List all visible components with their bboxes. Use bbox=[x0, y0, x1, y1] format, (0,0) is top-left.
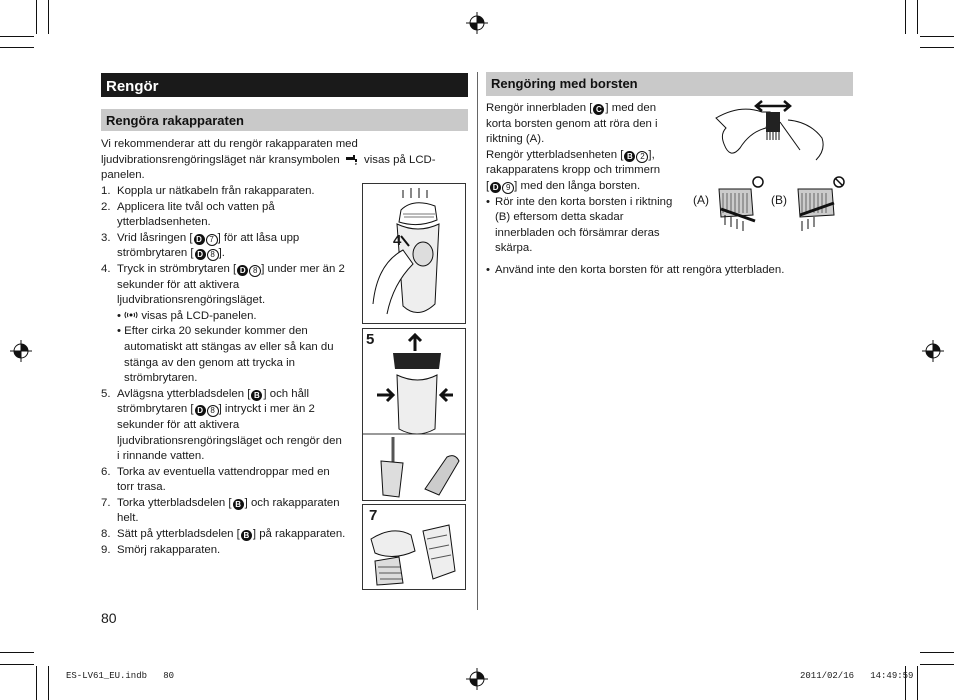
brush-wrong-direction-illustration bbox=[794, 175, 856, 233]
shaver-lock-illustration bbox=[363, 184, 465, 323]
crop-mark bbox=[0, 664, 34, 665]
step-text: ] och rakapparaten bbox=[244, 496, 340, 509]
list-item bbox=[101, 262, 361, 278]
bullet-text: stänga av den genom att trycka in bbox=[124, 356, 295, 369]
list-item bbox=[101, 543, 361, 559]
list-item bbox=[101, 496, 361, 512]
crop-mark bbox=[917, 666, 918, 700]
column-divider bbox=[477, 72, 478, 610]
intro-line bbox=[101, 153, 471, 169]
bullet-item: • visas på LCD-panelen. bbox=[117, 309, 257, 322]
intro-text: ljudvibrationsrengöringsläget när kransymbolen bbox=[101, 153, 340, 166]
crop-mark bbox=[0, 652, 34, 653]
intro-line: Vi rekommenderar att du rengör rakapparaten med bbox=[101, 138, 358, 150]
figure-number: 7 bbox=[369, 507, 378, 524]
crop-mark bbox=[920, 36, 954, 37]
shaver-drying-illustration bbox=[363, 505, 465, 589]
page-number: 80 bbox=[101, 610, 117, 626]
step-text: helt. bbox=[117, 512, 139, 525]
step-number: 6. bbox=[101, 465, 111, 478]
registration-mark-icon bbox=[466, 668, 488, 690]
step-text: Tryck in strömbrytaren [ bbox=[117, 262, 237, 275]
step-number: 4. bbox=[101, 262, 111, 275]
direction-label-b: (B) bbox=[771, 193, 787, 207]
ref-badge-d: D bbox=[194, 234, 205, 245]
faucet-icon bbox=[345, 153, 359, 165]
step-text: Torka ytterbladsdelen [ bbox=[117, 496, 232, 509]
para-text: korta borsten genom att röra den i bbox=[486, 117, 658, 130]
shaver-cleaning-illustration bbox=[363, 329, 465, 500]
step-number: 7. bbox=[101, 496, 111, 509]
crop-mark bbox=[920, 652, 954, 653]
figure-step-4 bbox=[362, 183, 466, 324]
brush-paragraph bbox=[486, 101, 686, 257]
crop-mark bbox=[36, 666, 37, 700]
step-line bbox=[101, 246, 361, 262]
figure-step-5 bbox=[362, 328, 466, 501]
ref-number: 2 bbox=[636, 151, 648, 163]
registration-mark-icon bbox=[922, 340, 944, 362]
crop-mark bbox=[48, 0, 49, 34]
ref-number: 8 bbox=[207, 249, 219, 261]
step-line bbox=[101, 402, 361, 418]
ref-badge-d: D bbox=[237, 265, 248, 276]
steps-list bbox=[101, 184, 361, 558]
footer-filename: ES-LV61_EU.indb 80 bbox=[66, 671, 175, 681]
step-text: ] och håll bbox=[263, 387, 309, 400]
crop-mark bbox=[0, 47, 34, 48]
step-text: ]. bbox=[218, 247, 225, 260]
step-text: sekunder för att aktivera bbox=[117, 418, 240, 431]
crop-mark bbox=[905, 0, 906, 34]
step-number: 8. bbox=[101, 528, 111, 541]
list-item bbox=[101, 387, 361, 403]
figure-step-7 bbox=[362, 504, 466, 590]
step-text: ] på rakapparaten. bbox=[252, 528, 346, 541]
step-text: ytterbladsenheten. bbox=[117, 216, 211, 229]
para-text: ] med den bbox=[605, 102, 657, 114]
step-text: torr trasa. bbox=[117, 481, 166, 494]
subsection-title-brush: Rengöring med borsten bbox=[486, 72, 853, 96]
footer-datetime: 2011/02/16 14:49:59 bbox=[800, 671, 914, 681]
crop-mark bbox=[36, 0, 37, 34]
ref-badge-b: B bbox=[233, 499, 244, 510]
bullet-text: innerbladen och försämrar deras bbox=[495, 226, 660, 239]
section-title: Rengör bbox=[101, 73, 468, 97]
step-text: strömbrytaren [ bbox=[117, 247, 194, 260]
bullet-item: • Använd inte den korta borsten för att rengöra ytterbladen. bbox=[486, 264, 785, 276]
ok-circle-icon bbox=[753, 177, 763, 187]
ref-badge-b: B bbox=[241, 530, 252, 541]
step-text: Koppla ur nätkabeln från rakapparaten. bbox=[117, 185, 315, 197]
para-line bbox=[486, 101, 686, 117]
sound-vibration-icon bbox=[124, 310, 138, 320]
ref-number: 8 bbox=[207, 405, 219, 417]
step-text: ] för att låsa upp bbox=[217, 231, 300, 244]
step-text: sekunder för att aktivera bbox=[117, 278, 240, 291]
step-text: Vrid låsringen [ bbox=[117, 231, 193, 244]
list-item bbox=[101, 200, 361, 216]
registration-mark-icon bbox=[10, 340, 32, 362]
step-text: strömbrytaren [ bbox=[117, 403, 194, 416]
step-text: Smörj rakapparaten. bbox=[117, 543, 221, 556]
step-number: 2. bbox=[101, 200, 111, 213]
ref-badge-c: C bbox=[593, 104, 604, 115]
ref-number: 8 bbox=[249, 265, 261, 277]
figure-number: 4 bbox=[393, 232, 402, 249]
subsection-title: Rengöra rakapparaten bbox=[101, 109, 468, 131]
crop-mark bbox=[920, 47, 954, 48]
para-text: riktning (A). bbox=[486, 133, 545, 146]
bullet-item: • Rör inte den korta borsten i riktning bbox=[486, 195, 673, 208]
para-text: rakapparatens kropp och trimmern bbox=[486, 164, 661, 177]
step-text: ljudvibrationsrengöringsläget och rengör den bbox=[117, 434, 342, 447]
ref-badge-d: D bbox=[490, 182, 501, 193]
bullet-text: skärpa. bbox=[495, 242, 533, 255]
crop-mark bbox=[48, 666, 49, 700]
list-item bbox=[101, 231, 361, 247]
bullet-item: • Efter cirka 20 sekunder kommer den bbox=[117, 325, 308, 338]
step-number: 3. bbox=[101, 231, 111, 244]
figure-number: 5 bbox=[366, 331, 375, 348]
bullet-text: strömbrytaren. bbox=[124, 372, 198, 385]
bullet-text: visas på LCD-panelen. bbox=[141, 309, 257, 322]
step-text: i rinnande vatten. bbox=[117, 450, 205, 463]
step-number: 9. bbox=[101, 543, 111, 556]
ref-badge-b: B bbox=[251, 390, 262, 401]
step-number: 1. bbox=[101, 185, 111, 197]
bullet-text: Rör inte den korta borsten i riktning bbox=[495, 195, 673, 208]
list-item bbox=[101, 465, 361, 481]
step-text: Avlägsna ytterbladsdelen [ bbox=[117, 387, 251, 400]
bullet-text: (B) eftersom detta skadar bbox=[495, 211, 624, 224]
brush-hand-illustration bbox=[710, 98, 830, 164]
step-text: Torka av eventuella vattendroppar med en bbox=[117, 465, 330, 478]
list-item bbox=[101, 184, 361, 200]
step-text: ljudvibrationsrengöringsläget. bbox=[117, 294, 266, 307]
step-text: ] under mer än 2 bbox=[261, 262, 345, 275]
crop-mark bbox=[917, 0, 918, 34]
intro-paragraph bbox=[101, 137, 471, 184]
step-text: ] intryckt i mer än 2 bbox=[218, 403, 315, 416]
intro-line: panelen. bbox=[101, 169, 145, 182]
para-text: Rengör ytterbladsenheten [ bbox=[486, 148, 624, 161]
brush-correct-direction-illustration bbox=[715, 175, 775, 233]
crop-mark bbox=[920, 664, 954, 665]
ref-badge-b: B bbox=[624, 151, 635, 162]
crop-mark bbox=[0, 36, 34, 37]
step-text: Sätt på ytterbladsdelen [ bbox=[117, 528, 240, 541]
para-text: ] med den långa borsten. bbox=[514, 179, 641, 192]
list-item bbox=[101, 527, 361, 543]
step-text: Applicera lite tvål och vatten på bbox=[117, 200, 275, 213]
para-line bbox=[486, 148, 686, 164]
ref-badge-d: D bbox=[195, 405, 206, 416]
bullet-text: Använd inte den korta borsten för att rengöra ytterbladen. bbox=[495, 264, 785, 276]
ref-badge-d: D bbox=[195, 249, 206, 260]
para-text: Rengör innerbladen [ bbox=[486, 102, 593, 114]
para-text: ], bbox=[648, 148, 655, 161]
para-text: [ bbox=[486, 179, 490, 192]
bullet-text: automatiskt att stängas av eller så kan du bbox=[124, 340, 334, 353]
direction-label-a: (A) bbox=[693, 193, 709, 207]
bullet-text: Efter cirka 20 sekunder kommer den bbox=[124, 325, 308, 338]
step-number: 5. bbox=[101, 387, 111, 400]
ref-number: 7 bbox=[206, 234, 218, 246]
ref-number: 9 bbox=[502, 182, 514, 194]
registration-mark-icon bbox=[466, 12, 488, 34]
para-line bbox=[486, 179, 686, 195]
intro-text: visas på LCD- bbox=[364, 153, 436, 166]
